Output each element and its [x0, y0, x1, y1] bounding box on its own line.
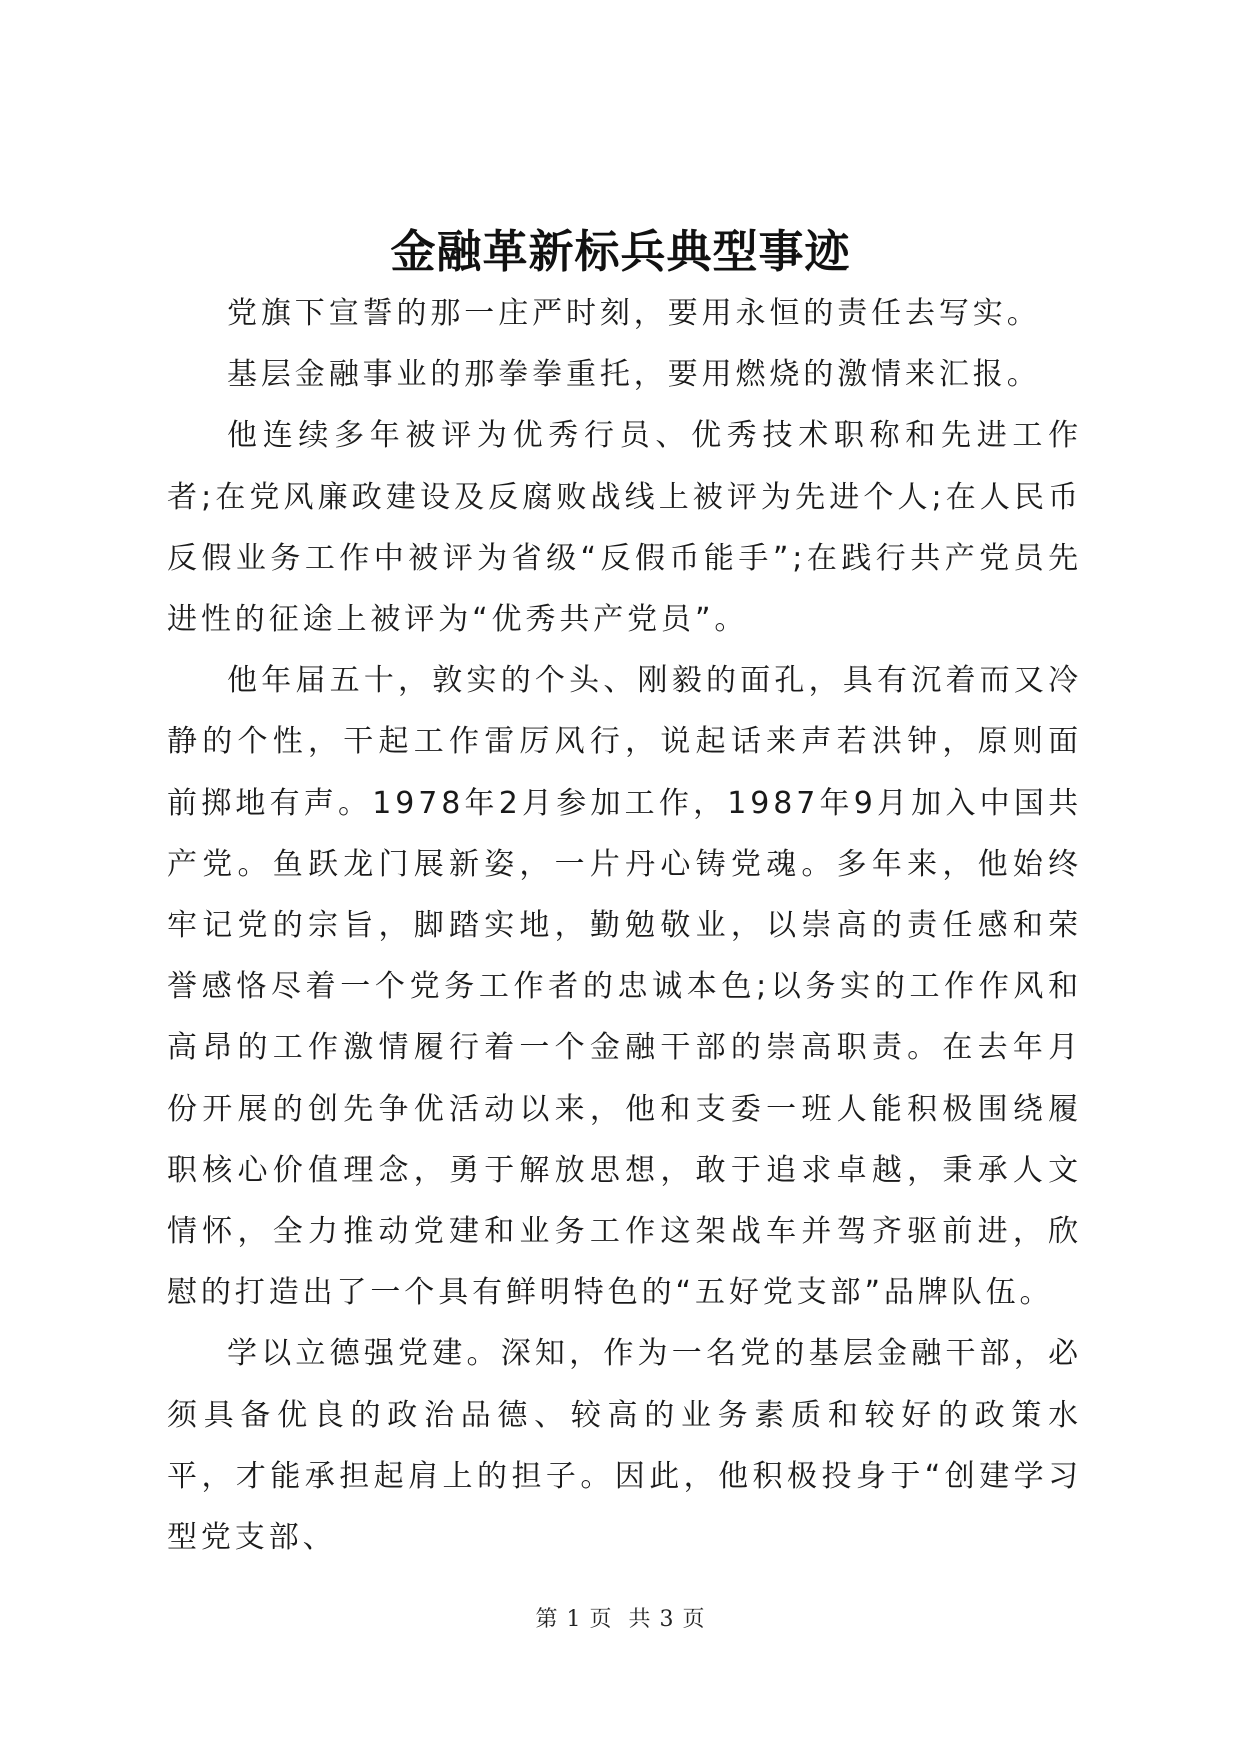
paragraph-5: 学以立德强党建。深知，作为一名党的基层金融干部，必须具备优良的政治品德、较高的业务素质和较好的政策水平，才能承担起肩上的担子。因此，他积极投身于“创建学习型党支部、: [167, 1336, 1082, 1556]
document-body: [167, 283, 1082, 1568]
page-footer: [0, 1605, 1241, 1635]
paragraph-3: 他连续多年被评为优秀行员、优秀技术职称和先进工作者;在党风廉政建设及反腐败战线上被评为先进个人;在人民币反假业务工作中被评为省级“反假币能手”;在践行共产党员先进性的征途上被评为“优秀共产党员”。: [167, 418, 1082, 638]
paragraph-2: 基层金融事业的那拳拳重托，要用燃烧的激情来汇报。: [227, 357, 1041, 393]
document-title: 金融革新标兵典型事迹: [390, 225, 851, 278]
paragraph-4: 他年届五十，敦实的个头、刚毅的面孔，具有沉着而又冷静的个性，干起工作雷厉风行，说起话来声若洪钟，原则面前掷地有声。1978年2月参加工作，1987年9月加入中国共产党。鱼跃龙门展新姿，一片丹心铸党魂。多年来，他始终牢记党的宗旨，脚踏实地，勤勉敬业，以崇高的责任感和荣誉感恪尽着一个党务工作者的忠诚本色;以务实的工作作风和高昂的工作激情履行着一个金融干部的崇高职责。在去年月份开展的创先争优活动以来，他和支委一班人能积极围绕履职核心价值理念，勇于解放思想，敢于追求卓越，秉承人文情怀，全力推动党建和业务工作这架战车并驾齐驱前进，欣慰的打造出了一个具有鲜明特色的“五好党支部”品牌队伍。: [167, 663, 1082, 1311]
page-number-label: 第 1 页 共 3 页: [535, 1607, 706, 1632]
paragraph-1: 党旗下宣誓的那一庄严时刻，要用永恒的责任去写实。: [227, 296, 1041, 331]
